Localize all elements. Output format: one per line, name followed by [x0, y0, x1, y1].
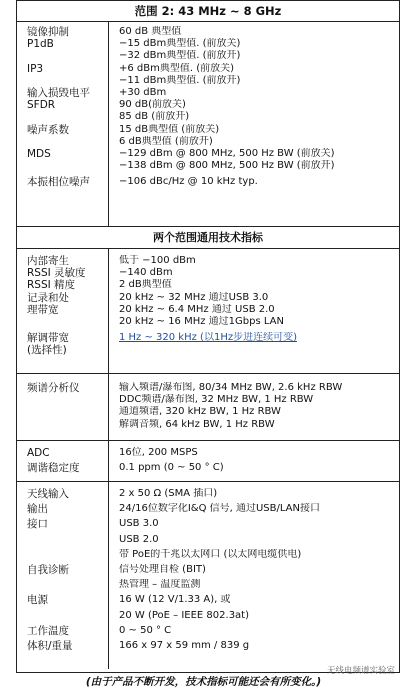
spec-value: 85 dB (前放开) [119, 111, 190, 123]
spec-value: −138 dBm @ 800 MHz, 500 Hz BW (前放开) [119, 160, 335, 172]
spec-label: 电源 [27, 594, 48, 607]
spec-value: 16位, 200 MSPS [119, 447, 198, 458]
spec-value: −15 dBm典型值. (前放关) [119, 38, 241, 50]
spec-value: 低于 −100 dBm [119, 255, 196, 266]
spec-value: 16 W (12 V/1.33 A), 或 [119, 594, 231, 606]
spec-value: 2 dB典型值 [119, 279, 172, 291]
spec-value: −140 dBm [119, 267, 173, 279]
spec-value: 热管理 – 温度监测 [119, 579, 201, 591]
spec-label: 天线输入 [27, 488, 69, 500]
spec-label: ADC [27, 447, 50, 459]
spec-label: P1dB [27, 38, 54, 51]
spec-value: 20 W (PoE – IEEE 802.3at) [119, 609, 249, 621]
value-column [109, 22, 399, 226]
spec-label: RSSI 精度 [27, 279, 76, 292]
value-column [109, 441, 399, 481]
label-column [17, 374, 109, 440]
spec-label: 自我诊断 [27, 563, 69, 576]
value-column [109, 482, 399, 669]
range-section [17, 22, 399, 227]
spec-label: 接口 [27, 518, 48, 531]
spec-label: 输入损毁电平 [27, 86, 90, 99]
spec-label [27, 316, 108, 328]
spec-value: +30 dBm [119, 86, 167, 98]
spec-label: 输出 [27, 503, 48, 516]
range-header: 范围 2: 43 MHz ~ 8 GHz [17, 1, 399, 22]
value-column [109, 374, 399, 440]
spec-value: 90 dB(前放关) [119, 99, 186, 111]
spec-label: 记录和处 [27, 291, 69, 304]
spec-value: −106 dBc/Hz @ 10 kHz typ. [119, 176, 258, 188]
common-specs-header: 两个范围通用技术指标 [17, 227, 399, 249]
value-column [109, 249, 399, 373]
spec-value: 0 ~ 50 ° C [119, 624, 172, 636]
spec-label: SFDR [27, 99, 56, 112]
spec-value: 2 x 50 Ω (SMA 插口) [119, 488, 218, 499]
spec-label [27, 136, 108, 148]
spectrum-section [17, 374, 399, 441]
spec-value: 0.1 ppm (0 ~ 50 ° C) [119, 462, 224, 474]
spec-label: 体积/重量 [27, 639, 73, 652]
adc-section [17, 441, 399, 482]
label-column [17, 22, 109, 226]
spec-value: 166 x 97 x 59 mm / 839 g [119, 639, 250, 651]
spec-value: 20 kHz ~ 16 MHz 通过1Gbps LAN [119, 315, 284, 327]
spec-label [27, 579, 108, 591]
spec-label [27, 111, 108, 123]
spec-value: 6 dB典型值 (前放开) [119, 135, 213, 147]
spec-value: DDC频谱/瀑布图, 32 MHz BW, 1 Hz RBW [119, 394, 314, 406]
spec-value: 通道频谱, 320 kHz BW, 1 Hz RBW [119, 406, 281, 418]
spec-value: −11 dBm典型值. (前放开) [119, 74, 241, 86]
spec-label: 工作温度 [27, 624, 69, 637]
spec-label: IP3 [27, 62, 44, 75]
label-column [17, 441, 109, 481]
spec-value: 15 dB典型值 (前放关) [119, 123, 220, 135]
spec-label: 频谱分析仪 [27, 382, 80, 394]
spec-value: −32 dBm典型值. (前放开) [119, 50, 241, 62]
spec-label [27, 50, 108, 62]
spec-label [27, 160, 108, 172]
spec-value: −129 dBm @ 800 MHz, 500 Hz BW (前放关) [119, 147, 335, 159]
spec-label [27, 549, 108, 561]
spec-value: USB 2.0 [119, 533, 159, 545]
label-column [17, 249, 109, 373]
spec-value: 信号处理自检 (BIT) [119, 563, 206, 575]
spec-table [16, 0, 400, 673]
spec-value: 带 PoE的千兆以太网口 (以太网电缆供电) [119, 548, 302, 560]
spec-label: 内部寄生 [27, 255, 69, 267]
spec-label: RSSI 灵敏度 [27, 267, 86, 280]
demod-bandwidth-value: 1 Hz ~ 320 kHz (以1Hz步进连续可变) [119, 332, 297, 344]
spec-label: 解调带宽 [27, 332, 69, 345]
spec-label [27, 75, 108, 87]
spec-label: MDS [27, 147, 51, 160]
spec-label: 噪声系数 [27, 123, 69, 136]
watermark: 无线电频谱实验室 [326, 666, 395, 676]
spec-label: 调谐稳定度 [27, 462, 80, 475]
spec-label [27, 610, 108, 622]
spec-value: 24/16位数字化I&Q 信号, 通过USB/LAN接口 [119, 503, 320, 515]
spec-value: 解调音频, 64 kHz BW, 1 Hz RBW [119, 418, 275, 430]
spec-value: USB 3.0 [119, 518, 159, 530]
spec-label: 理带宽 [27, 303, 59, 316]
common-section [17, 249, 399, 374]
spec-value: 60 dB 典型值 [119, 26, 182, 37]
spec-label: (选择性) [27, 344, 67, 357]
footnote: (由于产品不断开发，技术指标可能还会有所变化。) [85, 676, 322, 688]
spec-label: 镜像抑制 [27, 26, 69, 38]
spec-label [27, 534, 108, 546]
spec-value: 20 kHz ~ 32 MHz 通过USB 3.0 [119, 291, 269, 303]
spec-label: 本振相位噪声 [27, 176, 90, 189]
hardware-section [17, 482, 399, 669]
spec-value: +6 dBm典型值. (前放关) [119, 62, 235, 74]
spec-value: 输入频谱/瀑布图, 80/34 MHz BW, 2.6 kHz RBW [119, 382, 343, 393]
spec-value: 20 kHz ~ 6.4 MHz 通过 USB 2.0 [119, 303, 275, 315]
label-column [17, 482, 109, 669]
